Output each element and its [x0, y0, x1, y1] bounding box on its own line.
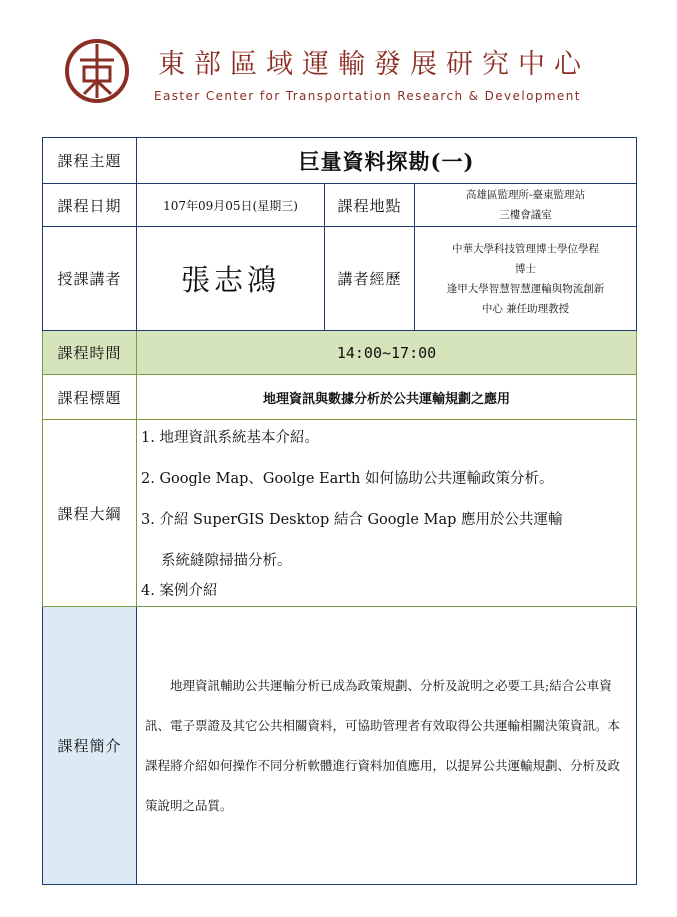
- experience-line-4: 中心 兼任助理教授: [481, 302, 570, 315]
- lecturer-label: 授課講者: [43, 227, 137, 331]
- experience-line-2: 博士: [515, 262, 536, 275]
- outline-label: 課程大綱: [43, 420, 137, 607]
- time-label: 課程時間: [43, 331, 137, 375]
- title-label: 課程標題: [43, 375, 137, 420]
- intro-row: [43, 607, 637, 885]
- outline-item-3-cont: 系統縫隙掃描分析。: [161, 553, 292, 569]
- org-logo-icon: [64, 38, 130, 104]
- course-info-table: [42, 137, 637, 885]
- outline-item-4: 4. 案例介紹: [141, 583, 218, 599]
- title-row: [43, 375, 637, 420]
- page-header: [64, 38, 654, 108]
- location-line-1: 高雄區監理所-臺東監理站: [465, 189, 586, 201]
- time-row: [43, 331, 637, 375]
- experience-line-1: 中華大學科技管理博士學位學程: [452, 242, 599, 255]
- experience-value: [415, 227, 637, 331]
- lecturer-name: 張志鴻: [137, 227, 325, 331]
- org-name-cn: 東部區域運輸發展研究中心: [158, 49, 590, 80]
- location-value: [415, 184, 637, 227]
- date-row: [43, 184, 637, 227]
- outline-item-2: 2. Google Map、Goolge Earth 如何協助公共運輸政策分析。: [141, 471, 554, 487]
- date-value: 107年09月05日(星期三): [137, 184, 325, 227]
- outline-item-1: 1. 地理資訊系統基本介紹。: [141, 430, 319, 446]
- location-label: 課程地點: [325, 184, 415, 227]
- experience-label: 講者經歷: [325, 227, 415, 331]
- location-line-2: 三樓會議室: [499, 209, 552, 221]
- outline-list: [137, 420, 637, 607]
- topic-label: 課程主題: [43, 138, 137, 184]
- time-value: 14:00~17:00: [137, 331, 637, 375]
- lecturer-row: [43, 227, 637, 331]
- date-label: 課程日期: [43, 184, 137, 227]
- topic-value: 巨量資料探勘(一): [137, 138, 637, 184]
- intro-cell: [137, 607, 637, 885]
- intro-label: 課程簡介: [43, 607, 137, 885]
- outline-item-3: 3. 介紹 SuperGIS Desktop 結合 Google Map 應用於公共運輸: [141, 512, 563, 528]
- experience-line-3: 逢甲大學智慧智慧運輸與物流創新: [446, 282, 605, 295]
- topic-row: [43, 138, 637, 184]
- title-value: 地理資訊與數據分析於公共運輸規劃之應用: [137, 375, 637, 420]
- org-name-en: Easter Center for Transportation Research & Development: [154, 89, 581, 103]
- intro-text: 地理資訊輔助公共運輸分析已成為政策規劃、分析及說明之必要工具;結合公車資訊、電子票證及其它公共相關資料，可協助管理者有效取得公共運輸相關決策資訊。本課程將介紹如何操作不同分析軟體進行資料加值應用，以提昇公共運輸規劃、分析及政策說明之品質。: [145, 677, 621, 813]
- outline-row: [43, 420, 637, 607]
